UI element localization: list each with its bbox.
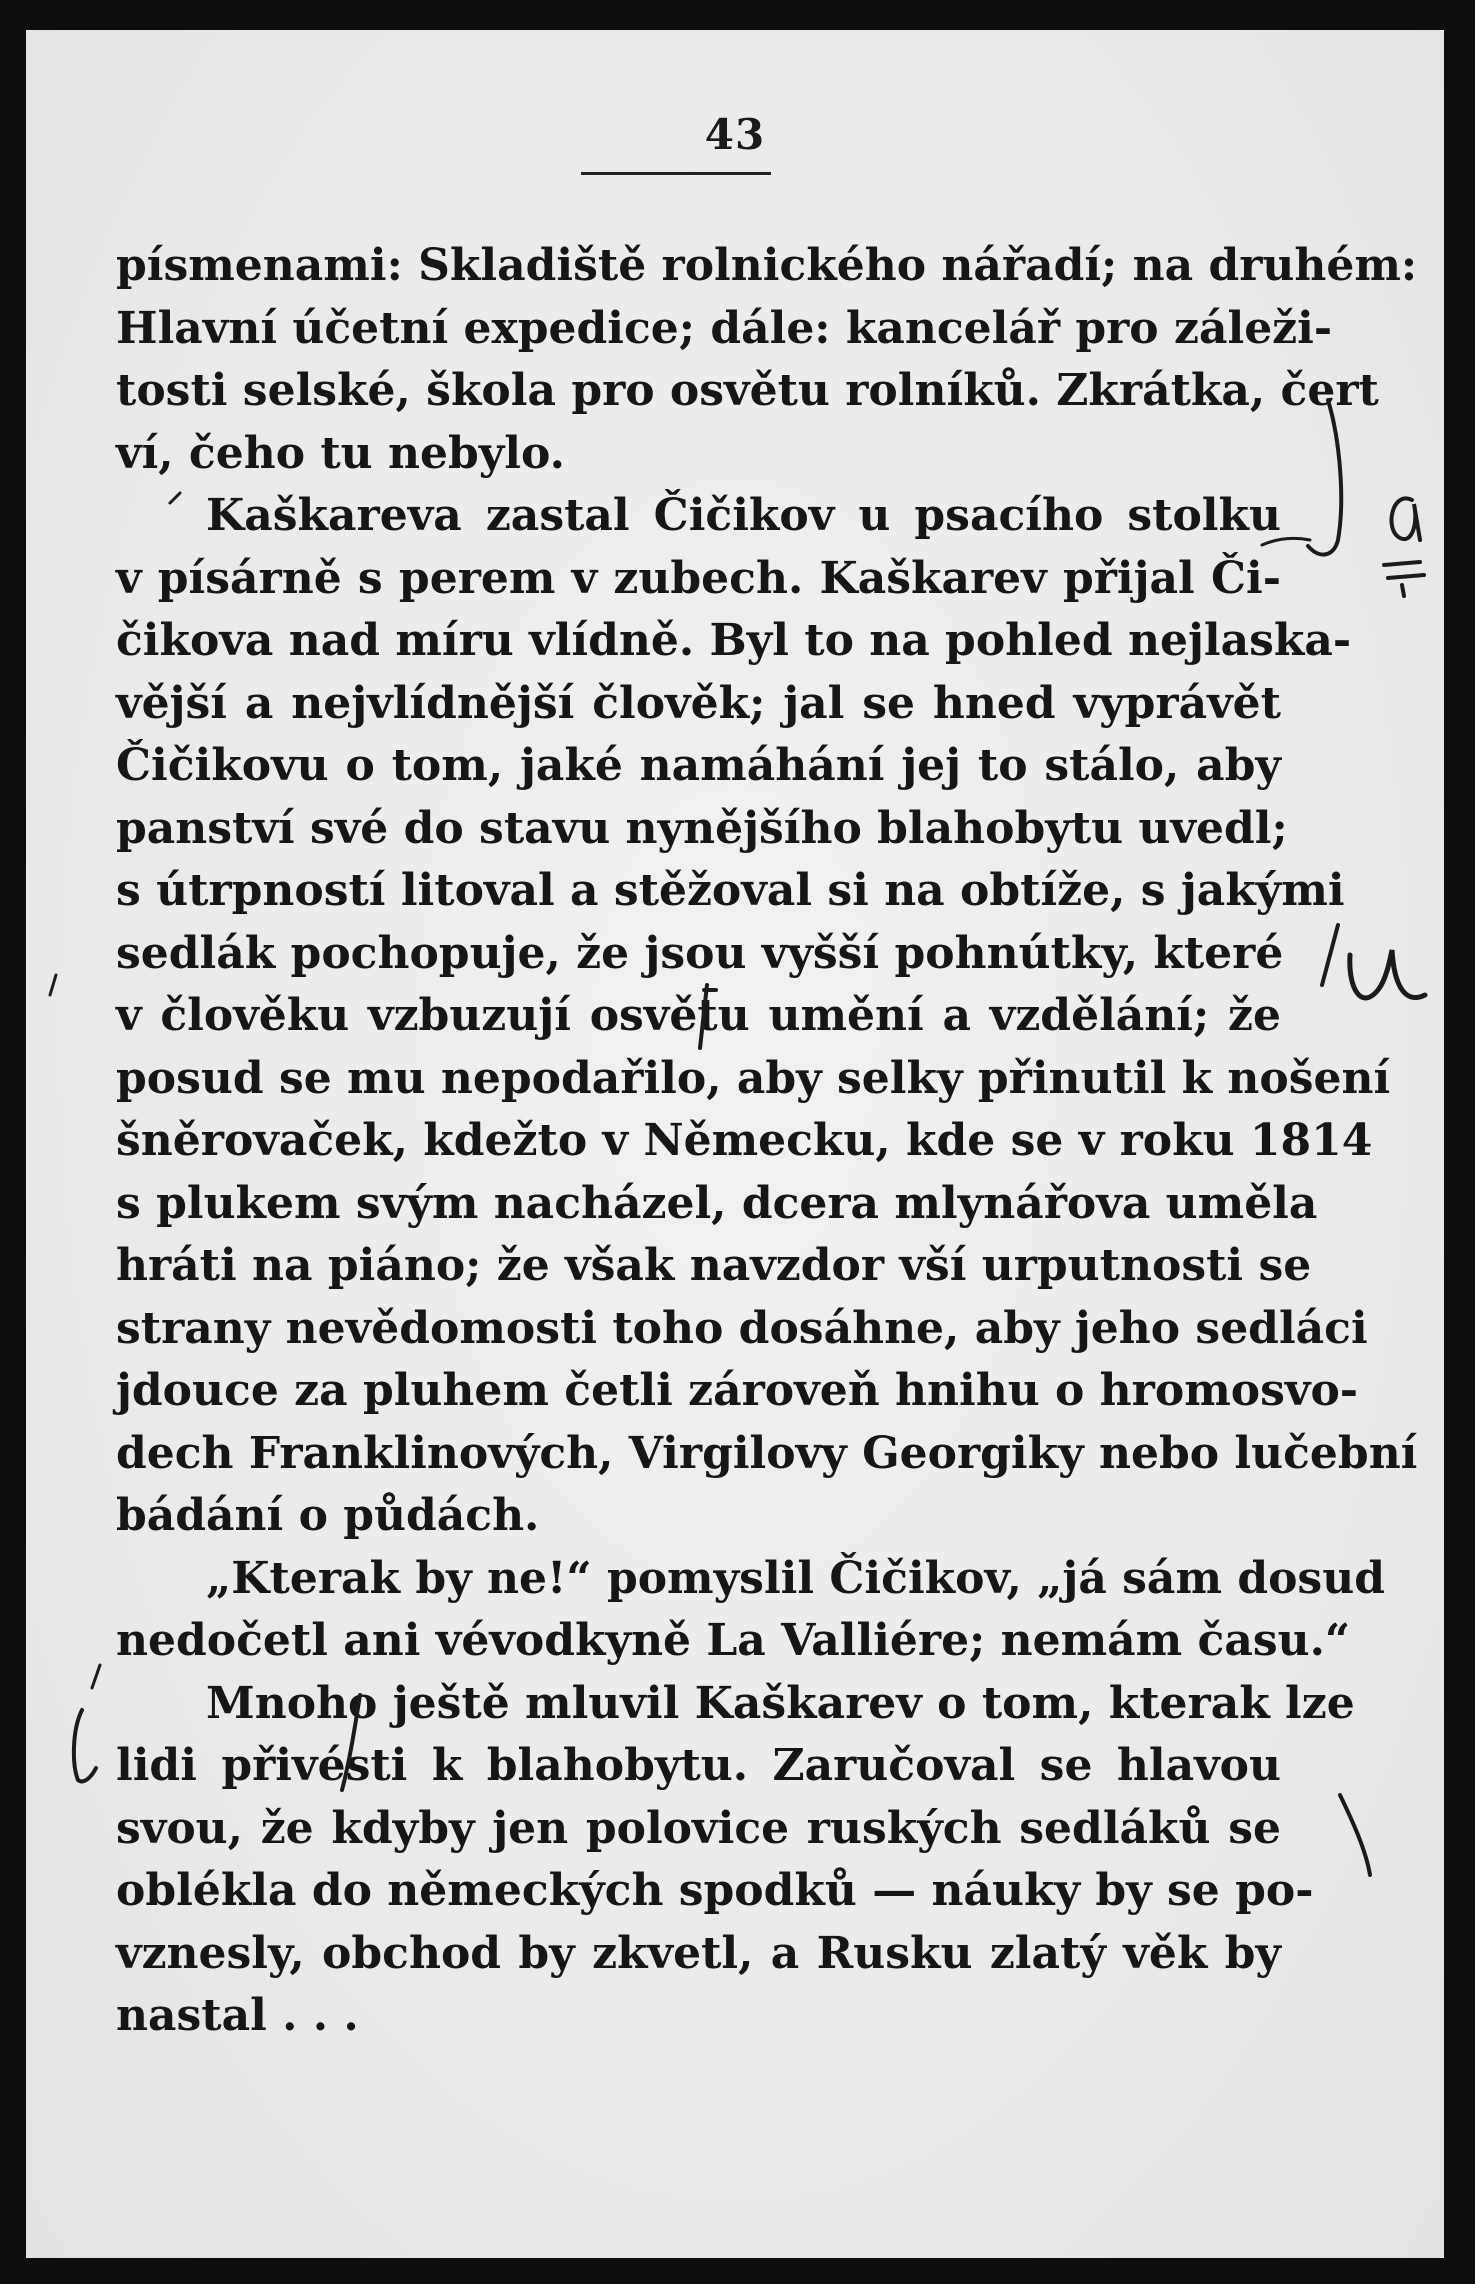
text-line: písmenami: Skladiště rolnického nářadí; na druhém: [116,240,1418,291]
text-line: ví, čeho tu nebylo. [116,427,565,479]
text-line: lidi přivésti k blahobytu. Zaručoval se hlavou [116,1740,1281,1791]
text-line: s plukem svým nacházel, dcera mlynářova uměla [116,1177,1318,1229]
text-line: Hlavní účetní expedice; dále: kancelář pro záleži- [116,302,1333,354]
text-line: šněrovaček, kdežto v Německu, kde se v roku 1814 [116,1115,1373,1166]
text-line: tosti selské, škola pro osvětu rolníků. Zkrátka, čert [116,365,1379,416]
body-text [116,235,1418,2048]
text-line: svou, že kdyby jen polovice ruských sedláků se [116,1802,1281,1854]
text-line: panství své do stavu nynějšího blahobytu uvedl; [116,802,1288,854]
text-line: Čičikovu o tom, jaké namáhání jej to stálo, aby [116,740,1281,791]
text-line: strany nevědomosti toho dosáhne, aby jeho sedláci [116,1302,1368,1354]
text-line: vznesly, obchod by zkvetl, a Rusku zlatý věk by [116,1927,1281,1979]
text-line: v písárně s perem v zubech. Kaškarev přijal Či- [116,552,1281,604]
page-number: 43 [704,110,766,159]
page-number-rule [581,172,771,175]
text-line: Kaškareva zastal Čičikov u psacího stolku [206,490,1281,541]
text-line: čikova nad míru vlídně. Byl to na pohled nejlaska- [116,615,1352,666]
text-line: Mnoho ještě mluvil Kaškarev o tom, kterak lze [206,1677,1355,1729]
text-line: bádání o půdách. [116,1490,540,1541]
text-line: dech Franklinových, Virgilovy Georgiky nebo lučební [116,1427,1418,1479]
text-line: vější a nejvlídnější člověk; jal se hned vyprávět [116,677,1281,729]
text-line: sedlák pochopuje, že jsou vyšší pohnútky, které [116,927,1284,979]
text-line: posud se mu nepodařilo, aby selky přinutil k nošení [116,1052,1391,1104]
text-line: s útrpností litoval a stěžoval si na obtíže, s jakými [116,865,1345,916]
text-line: oblékla do německých spodků — náuky by se po- [116,1865,1314,1916]
text-line: hráti na piáno; že však navzdor vší urputnosti se [116,1240,1312,1291]
text-line: „Kterak by ne!“ pomyslil Čičikov, „já sám dosud [206,1552,1385,1604]
text-line: nedočetl ani vévodkyně La Valliére; nemám času.“ [116,1615,1351,1666]
text-line: jdouce za pluhem četli zároveň hnihu o hromosvo- [116,1365,1359,1416]
book-page [26,30,1444,2258]
text-line: v člověku vzbuzují osvětu umění a vzdělání; že [116,990,1281,1041]
text-line: nastal . . . [116,1990,359,2041]
